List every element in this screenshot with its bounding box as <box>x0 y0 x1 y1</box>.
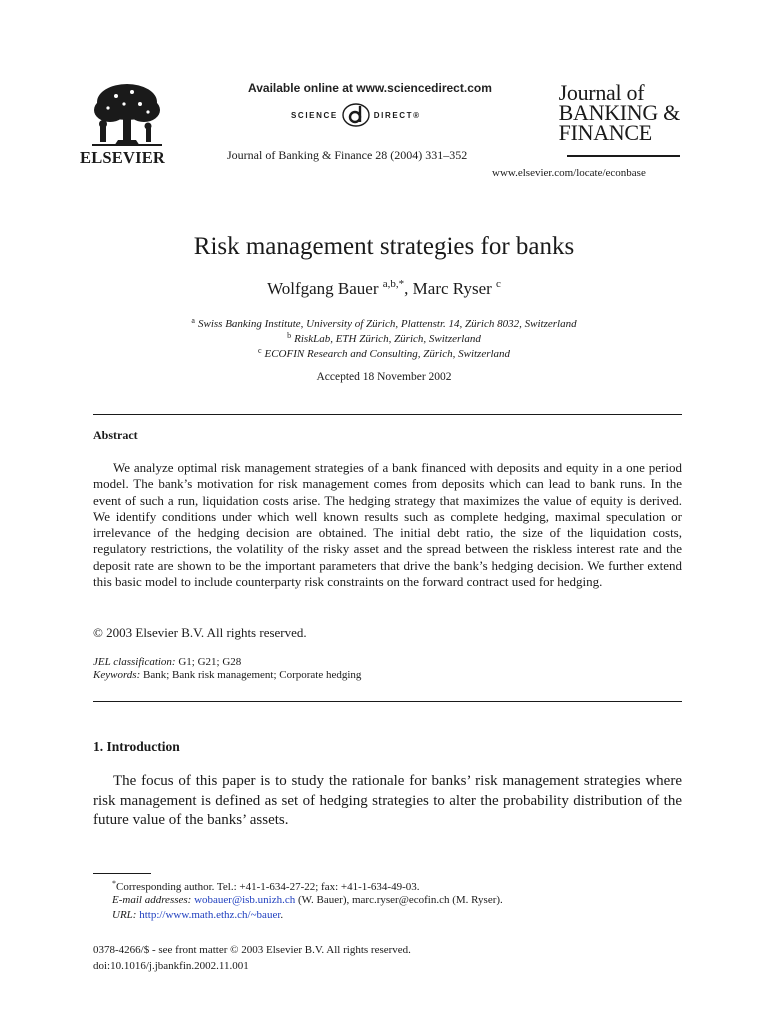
journal-title-block <box>558 80 680 146</box>
footnote-url <box>112 909 283 921</box>
elsevier-tree-logo-icon <box>88 82 166 148</box>
affiliation-text: ECOFIN Research and Consulting, Zürich, Switzerland <box>264 348 511 360</box>
affiliation-text: Swiss Banking Institute, University of Zürich, Plattenstr. 14, Zürich 8032, Switzerland <box>197 318 577 330</box>
author-2-affiliation-marks: c <box>496 278 501 290</box>
affiliation-c <box>0 346 768 360</box>
jel-value: G1; G21; G28 <box>175 656 242 668</box>
affiliation-mark: c <box>257 346 262 355</box>
doi-line: doi:10.1016/j.jbankfin.2002.11.001 <box>93 960 249 972</box>
author-1-affiliation-marks: a,b,* <box>382 278 405 290</box>
footnote-emails <box>112 894 503 906</box>
sd-left-text: SCIENCE <box>291 110 338 120</box>
keywords-value: Bank; Bank risk management; Corporate hedging <box>140 669 362 681</box>
footnote-rule <box>93 873 151 874</box>
front-matter-line: 0378-4266/$ - see front matter © 2003 Elsevier B.V. All rights reserved. <box>93 944 411 956</box>
journal-url[interactable]: www.elsevier.com/locate/econbase <box>492 167 646 179</box>
url-label: URL: <box>112 909 137 921</box>
abstract-bottom-rule <box>93 701 682 702</box>
author-separator: , <box>404 279 413 298</box>
journal-title-underline <box>567 155 680 157</box>
author-1: Wolfgang Bauer <box>267 279 379 298</box>
email-link-bauer[interactable]: wobauer@isb.unizh.ch <box>194 894 296 906</box>
affiliation-text: RiskLab, ETH Zürich, Zürich, Switzerland <box>294 333 481 345</box>
journal-title-line-2: BANKING & <box>558 100 680 126</box>
abstract-heading: Abstract <box>93 428 138 442</box>
url-end: . <box>280 909 284 921</box>
keywords-label: Keywords: <box>93 669 141 681</box>
email-label: E-mail addresses: <box>112 894 192 906</box>
abstract-text: We analyze optimal risk management strategies of a bank financed with deposits and equity in a one period model. The bank’s motivation for risk management comes from deposits which can lead to bank runs. In the event of such a run, liquidation costs arise. The hedging strategy that maximizes the value of equity is derived. We identify conditions under which well known results such as complete hedging, maximal speculation or irrelevance of the hedging decision are obtained. The initial debt ratio, the size of the liquidation costs, regulatory restrictions, the volatility of the risky asset and the spread between the riskless interest rate and the deposit rate are shown to be the important parameters that drive the bank’s hedging decision. We further extend this basic model to include counterparty risk constraints on the forward contract used for hedging. <box>93 460 682 590</box>
publisher-name: ELSEVIER <box>80 148 166 167</box>
footnote-mark: * <box>112 879 116 888</box>
journal-title-line-1: Journal of <box>558 80 645 105</box>
affiliation-a <box>0 316 768 330</box>
url-link[interactable]: http://www.math.ethz.ch/~bauer <box>139 909 281 921</box>
jel-label: JEL classification: <box>93 656 176 668</box>
affiliation-b <box>0 331 768 345</box>
abstract-top-rule <box>93 414 682 415</box>
journal-title-line-3: FINANCE <box>558 120 652 146</box>
author-line <box>0 278 768 299</box>
sd-right-text: DIRECT® <box>373 110 421 120</box>
introduction-paragraph: The focus of this paper is to study the rationale for banks’ risk management strategies where risk management is defined as set of hedging strategies to alter the probability distribution of the future value of the banks’ assets. <box>93 773 682 828</box>
corresponding-author-text: Corresponding author. Tel.: +41-1-634-27-22; fax: +41-1-634-49-03. <box>116 881 420 893</box>
section-heading-introduction: 1. Introduction <box>93 739 180 754</box>
introduction-body <box>93 772 682 831</box>
affiliation-mark: b <box>287 331 292 340</box>
keywords <box>93 669 361 681</box>
journal-citation: Journal of Banking & Finance 28 (2004) 331–352 <box>227 148 468 162</box>
jel-classification <box>93 656 241 668</box>
author-2: Marc Ryser <box>412 279 492 298</box>
abstract-body <box>93 460 682 590</box>
paper-title: Risk management strategies for banks <box>193 233 575 260</box>
sciencedirect-d-icon <box>341 102 371 128</box>
email-rest: (W. Bauer), marc.ryser@ecofin.ch (M. Ryser). <box>295 894 503 906</box>
sciencedirect-logo <box>291 101 421 129</box>
affiliation-mark: a <box>191 316 195 325</box>
abstract-copyright: © 2003 Elsevier B.V. All rights reserved. <box>93 625 307 640</box>
accepted-date: Accepted 18 November 2002 <box>316 371 452 383</box>
footnote-corresponding <box>112 879 420 893</box>
available-online-text: Available online at www.sciencedirect.com <box>248 81 492 95</box>
